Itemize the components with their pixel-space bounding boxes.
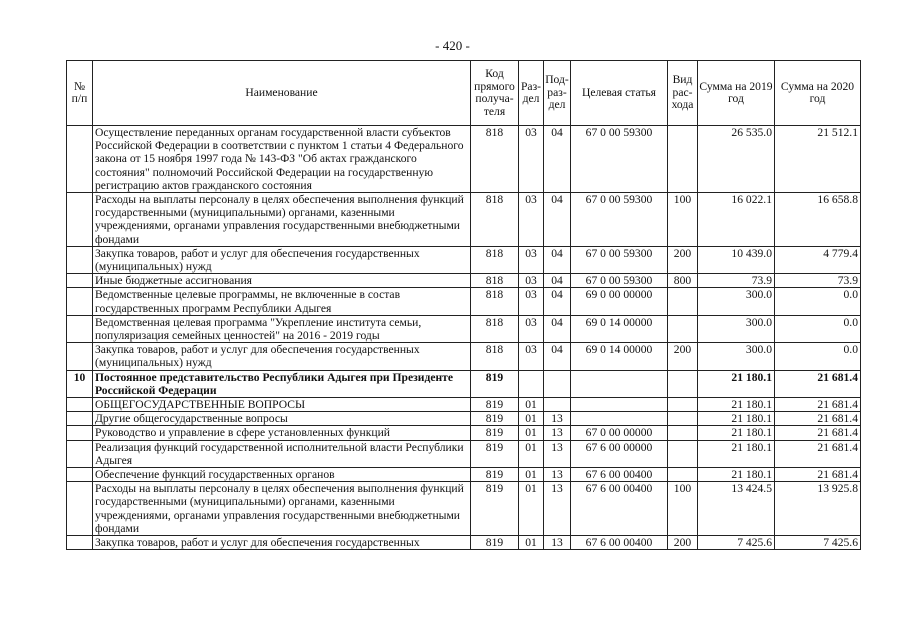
- row-target: 67 0 00 59300: [571, 126, 668, 193]
- row-code: 818: [471, 246, 519, 273]
- header-subsection: Под-раз-дел: [544, 61, 571, 126]
- row-sum-2020: 21 681.4: [775, 370, 861, 397]
- row-number: [67, 315, 93, 342]
- row-sum-2019: 300.0: [698, 288, 775, 315]
- row-target: 67 0 00 00000: [571, 426, 668, 440]
- row-target: [571, 398, 668, 412]
- row-section: 03: [519, 193, 544, 247]
- row-code: 819: [471, 426, 519, 440]
- row-subsection: [544, 370, 571, 397]
- row-sum-2020: 4 779.4: [775, 246, 861, 273]
- row-subsection: 13: [544, 426, 571, 440]
- row-number: [67, 126, 93, 193]
- row-number: [67, 468, 93, 482]
- row-sum-2019: 7 425.6: [698, 536, 775, 550]
- row-section: 01: [519, 536, 544, 550]
- row-expense-type: 200: [668, 536, 698, 550]
- row-subsection: 13: [544, 482, 571, 536]
- row-target: [571, 412, 668, 426]
- table-row: [67, 288, 861, 315]
- row-name: Закупка товаров, работ и услуг для обеспечения государственных (муниципальных) нужд: [93, 246, 471, 273]
- row-sum-2019: 16 022.1: [698, 193, 775, 247]
- row-section: 03: [519, 126, 544, 193]
- row-target: 67 6 00 00400: [571, 482, 668, 536]
- row-subsection: 13: [544, 468, 571, 482]
- row-code: 818: [471, 288, 519, 315]
- table-row: [67, 370, 861, 397]
- row-expense-type: [668, 398, 698, 412]
- header-num: № п/п: [67, 61, 93, 126]
- row-expense-type: [668, 370, 698, 397]
- table-row: [67, 468, 861, 482]
- row-name: Руководство и управление в сфере установленных функций: [93, 426, 471, 440]
- row-number: [67, 193, 93, 247]
- row-number: [67, 343, 93, 370]
- table-row: [67, 126, 861, 193]
- row-number: [67, 440, 93, 467]
- row-code: 819: [471, 536, 519, 550]
- row-code: 819: [471, 412, 519, 426]
- row-name: Иные бюджетные ассигнования: [93, 274, 471, 288]
- row-subsection: 13: [544, 536, 571, 550]
- row-sum-2020: 21 681.4: [775, 468, 861, 482]
- row-sum-2019: 73.9: [698, 274, 775, 288]
- row-name: Реализация функций государственной исполнительной власти Республики Адыгея: [93, 440, 471, 467]
- row-number: [67, 398, 93, 412]
- row-expense-type: 800: [668, 274, 698, 288]
- row-sum-2020: 21 681.4: [775, 426, 861, 440]
- table-row: [67, 193, 861, 247]
- row-subsection: 04: [544, 315, 571, 342]
- row-expense-type: [668, 288, 698, 315]
- table-row: [67, 426, 861, 440]
- row-expense-type: 200: [668, 343, 698, 370]
- row-subsection: 04: [544, 343, 571, 370]
- row-code: 818: [471, 315, 519, 342]
- row-sum-2020: 21 681.4: [775, 440, 861, 467]
- table-row: [67, 482, 861, 536]
- row-sum-2019: 21 180.1: [698, 440, 775, 467]
- row-code: 819: [471, 398, 519, 412]
- header-code: Код прямого получа-теля: [471, 61, 519, 126]
- row-number: [67, 426, 93, 440]
- row-expense-type: [668, 412, 698, 426]
- row-expense-type: 100: [668, 482, 698, 536]
- row-expense-type: [668, 440, 698, 467]
- row-name: Обеспечение функций государственных органов: [93, 468, 471, 482]
- row-subsection: 04: [544, 288, 571, 315]
- row-section: 01: [519, 398, 544, 412]
- row-code: 819: [471, 482, 519, 536]
- table-body: [67, 126, 861, 550]
- table-row: [67, 536, 861, 550]
- table-row: [67, 440, 861, 467]
- row-name: ОБЩЕГОСУДАРСТВЕННЫЕ ВОПРОСЫ: [93, 398, 471, 412]
- row-sum-2020: 21 681.4: [775, 398, 861, 412]
- row-number: [67, 482, 93, 536]
- row-target: 69 0 14 00000: [571, 343, 668, 370]
- row-sum-2020: 73.9: [775, 274, 861, 288]
- row-section: 01: [519, 412, 544, 426]
- row-code: 818: [471, 274, 519, 288]
- table-row: [67, 246, 861, 273]
- row-section: 01: [519, 468, 544, 482]
- row-subsection: 04: [544, 193, 571, 247]
- row-expense-type: 200: [668, 246, 698, 273]
- row-name: Ведомственные целевые программы, не включенные в состав государственных программ Республики Адыгея: [93, 288, 471, 315]
- row-target: 67 0 00 59300: [571, 246, 668, 273]
- row-sum-2019: 21 180.1: [698, 398, 775, 412]
- row-expense-type: [668, 468, 698, 482]
- row-name: Расходы на выплаты персоналу в целях обеспечения выполнения функций государственными (муниципальными) органами, казенными учреждениями, органами управления государственными внебюджетными фондами: [93, 193, 471, 247]
- row-sum-2019: 10 439.0: [698, 246, 775, 273]
- row-sum-2019: 300.0: [698, 315, 775, 342]
- row-subsection: 04: [544, 274, 571, 288]
- row-number: [67, 274, 93, 288]
- row-section: 03: [519, 288, 544, 315]
- row-name: Расходы на выплаты персоналу в целях обеспечения выполнения функций государственными (муниципальными) органами, казенными учреждениями, органами управления государственными внебюджетными фондами: [93, 482, 471, 536]
- row-name: Другие общегосударственные вопросы: [93, 412, 471, 426]
- row-name: Постоянное представительство Республики Адыгея при Президенте Российской Федерации: [93, 370, 471, 397]
- row-section: 01: [519, 482, 544, 536]
- row-subsection: 04: [544, 246, 571, 273]
- header-expense-type: Вид рас-хода: [668, 61, 698, 126]
- row-sum-2019: 13 424.5: [698, 482, 775, 536]
- row-sum-2020: 21 512.1: [775, 126, 861, 193]
- row-sum-2019: 21 180.1: [698, 370, 775, 397]
- row-target: 67 0 00 59300: [571, 274, 668, 288]
- row-code: 819: [471, 468, 519, 482]
- row-sum-2020: 21 681.4: [775, 412, 861, 426]
- row-target: 67 0 00 59300: [571, 193, 668, 247]
- header-sum-2019: Сумма на 2019 год: [698, 61, 775, 126]
- row-code: 818: [471, 343, 519, 370]
- table-row: [67, 315, 861, 342]
- row-number: [67, 536, 93, 550]
- row-sum-2019: 300.0: [698, 343, 775, 370]
- row-code: 819: [471, 440, 519, 467]
- page-number: - 420 -: [435, 38, 470, 53]
- row-subsection: 13: [544, 440, 571, 467]
- table-row: [67, 274, 861, 288]
- row-sum-2019: 21 180.1: [698, 412, 775, 426]
- row-subsection: 13: [544, 412, 571, 426]
- table-row: [67, 412, 861, 426]
- row-section: 03: [519, 274, 544, 288]
- row-target: 69 0 14 00000: [571, 315, 668, 342]
- row-sum-2020: 0.0: [775, 288, 861, 315]
- table-header-row: [67, 61, 861, 126]
- row-subsection: 04: [544, 126, 571, 193]
- row-target: 67 6 00 00400: [571, 468, 668, 482]
- row-name: Закупка товаров, работ и услуг для обеспечения государственных (муниципальных) нужд: [93, 343, 471, 370]
- row-expense-type: 100: [668, 193, 698, 247]
- row-section: [519, 370, 544, 397]
- row-sum-2020: 16 658.8: [775, 193, 861, 247]
- header-sum-2020: Сумма на 2020 год: [775, 61, 861, 126]
- header-name: Наименование: [93, 61, 471, 126]
- row-target: 69 0 00 00000: [571, 288, 668, 315]
- row-section: 03: [519, 343, 544, 370]
- row-expense-type: [668, 126, 698, 193]
- row-sum-2019: 26 535.0: [698, 126, 775, 193]
- row-subsection: [544, 398, 571, 412]
- row-name: Осуществление переданных органам государственной власти субъектов Российской Федерации в соответствии с пунктом 1 статьи 4 Федерального закона от 15 ноября 1997 года № 143-ФЗ "Об актах гражданского состояния" полномочий Российской Федерации на государственную регистрацию актов гражданского состояния: [93, 126, 471, 193]
- row-sum-2019: 21 180.1: [698, 468, 775, 482]
- row-number: [67, 288, 93, 315]
- row-section: 03: [519, 246, 544, 273]
- row-code: 818: [471, 126, 519, 193]
- row-sum-2019: 21 180.1: [698, 426, 775, 440]
- row-expense-type: [668, 315, 698, 342]
- table-row: [67, 398, 861, 412]
- row-number: 10: [67, 370, 93, 397]
- header-target: Целевая статья: [571, 61, 668, 126]
- row-code: 819: [471, 370, 519, 397]
- row-sum-2020: 7 425.6: [775, 536, 861, 550]
- header-section: Раз-дел: [519, 61, 544, 126]
- row-target: 67 6 00 00400: [571, 536, 668, 550]
- table-row: [67, 343, 861, 370]
- row-section: 03: [519, 315, 544, 342]
- row-name: Ведомственная целевая программа "Укрепление института семьи, популяризация семейных ценностей" на 2016 - 2019 годы: [93, 315, 471, 342]
- budget-table: [66, 60, 861, 550]
- row-name: Закупка товаров, работ и услуг для обеспечения государственных: [93, 536, 471, 550]
- row-section: 01: [519, 426, 544, 440]
- row-number: [67, 412, 93, 426]
- row-section: 01: [519, 440, 544, 467]
- row-target: 67 6 00 00000: [571, 440, 668, 467]
- row-sum-2020: 0.0: [775, 315, 861, 342]
- row-target: [571, 370, 668, 397]
- row-sum-2020: 13 925.8: [775, 482, 861, 536]
- row-sum-2020: 0.0: [775, 343, 861, 370]
- row-number: [67, 246, 93, 273]
- row-expense-type: [668, 426, 698, 440]
- row-code: 818: [471, 193, 519, 247]
